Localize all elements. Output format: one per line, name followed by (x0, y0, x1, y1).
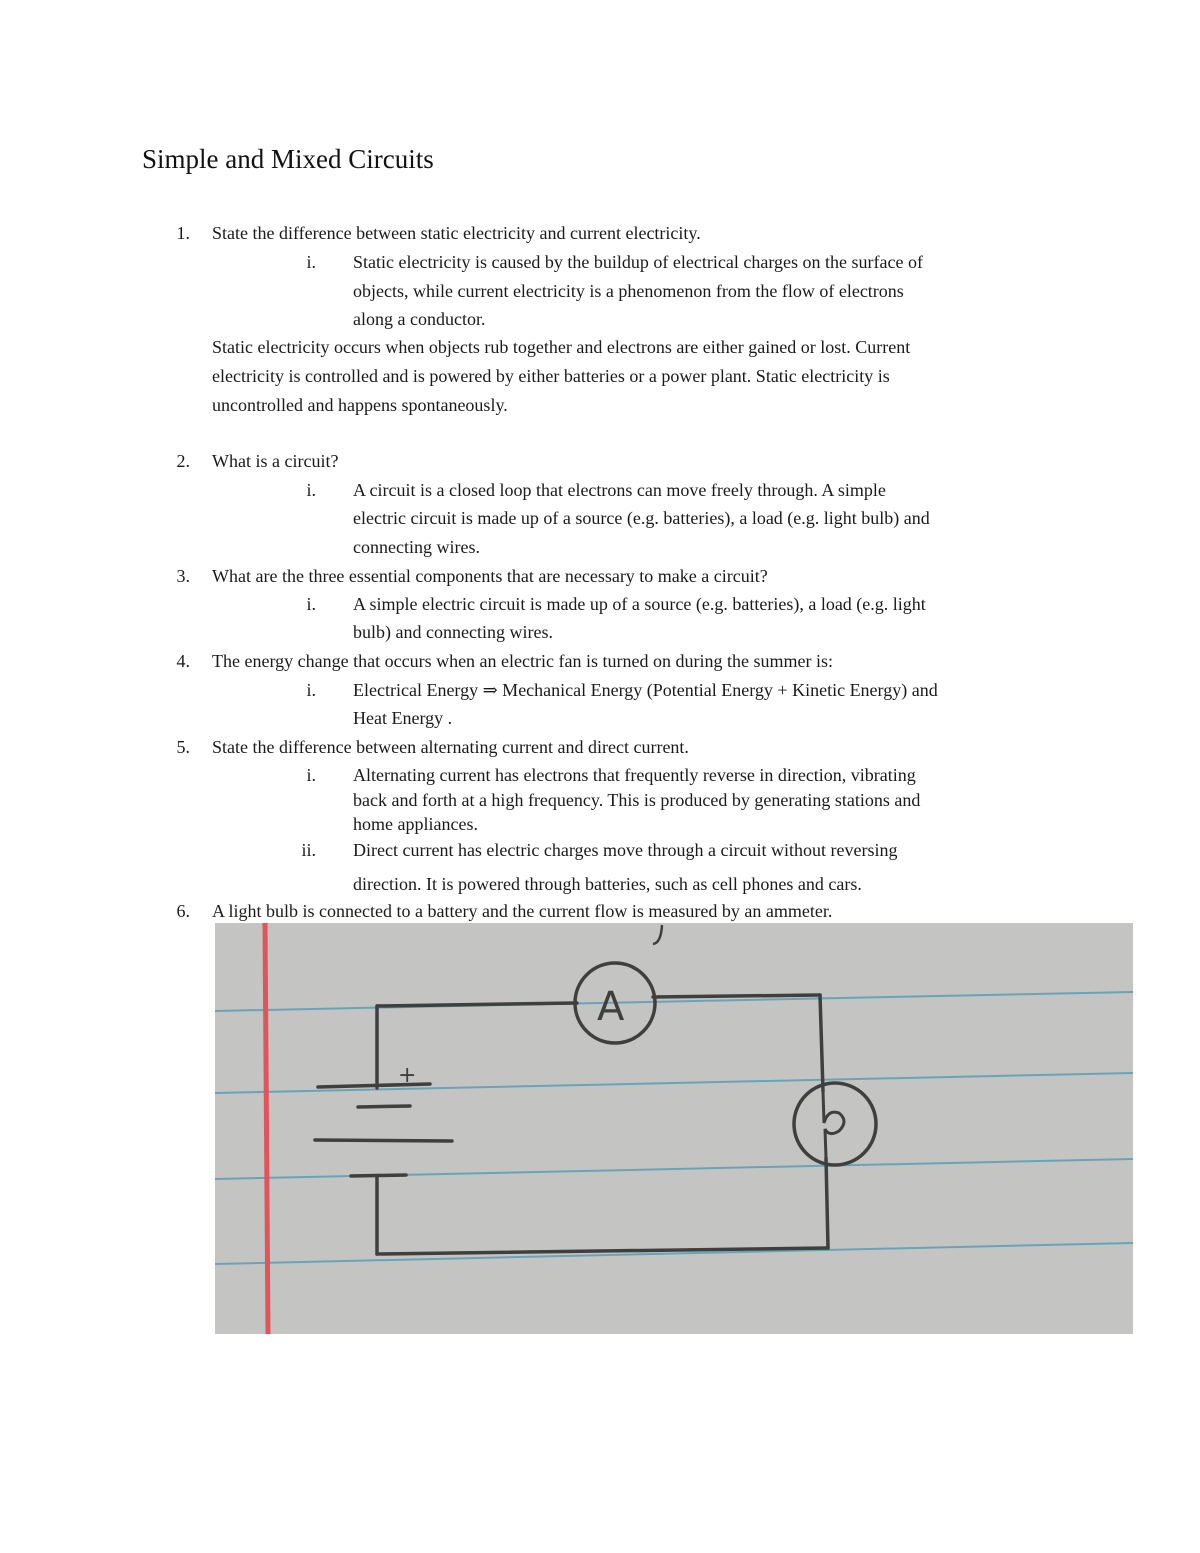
answer-roman-numeral: i. (306, 252, 316, 272)
question-text: State the difference between static electricity and current electricity. (212, 223, 701, 243)
answer-line: back and forth at a high frequency. This is produced by generating stations and (353, 790, 921, 810)
answer-line: electric circuit is made up of a source (e.g. batteries), a load (e.g. light bulb) and (353, 508, 930, 528)
note-line: Static electricity occurs when objects rub together and electrons are either gained or lost. Current (212, 337, 911, 357)
answer-roman-numeral: i. (306, 680, 316, 700)
paper-background (215, 923, 1133, 1334)
answer-line: Alternating current has electrons that frequently reverse in direction, vibrating (353, 765, 916, 785)
answer-roman-numeral: ii. (301, 840, 316, 860)
question-text: A light bulb is connected to a battery and the current flow is measured by an ammeter. (212, 901, 833, 921)
answer-line: A simple electric circuit is made up of a source (e.g. batteries), a load (e.g. light (353, 594, 926, 614)
question-text: What is a circuit? (212, 451, 339, 471)
battery-plate (351, 1175, 406, 1176)
question-number: 1. (176, 223, 190, 243)
note-line: electricity is controlled and is powered by either batteries or a power plant. Static electricity is (212, 366, 890, 386)
answer-line: Heat Energy . (353, 708, 453, 728)
question-text: The energy change that occurs when an electric fan is turned on during the summer is: (212, 651, 833, 671)
battery-plate (315, 1140, 452, 1141)
note-line: uncontrolled and happens spontaneously. (212, 395, 508, 415)
circuit-diagram-photo (215, 923, 1133, 1334)
answer-line: A circuit is a closed loop that electrons can move freely through. A simple (353, 480, 886, 500)
question-number: 4. (176, 651, 190, 671)
question-number: 3. (176, 566, 190, 586)
answer-line: connecting wires. (353, 537, 480, 557)
battery-plus-sign: + (398, 1063, 417, 1088)
page-title: Simple and Mixed Circuits (142, 144, 434, 174)
answer-roman-numeral: i. (306, 480, 316, 500)
margin-line (265, 923, 268, 1334)
battery-plate (358, 1106, 410, 1107)
answer-roman-numeral: i. (306, 594, 316, 614)
ammeter-label: A (597, 984, 625, 1030)
answer-line: objects, while current electricity is a phenomenon from the flow of electrons (353, 281, 904, 301)
question-text: State the difference between alternating current and direct current. (212, 737, 689, 757)
answer-line: Direct current has electric charges move through a circuit without reversing (353, 840, 898, 860)
question-number: 5. (176, 737, 190, 757)
wire-right-lower (826, 1158, 828, 1248)
question-number: 6. (176, 901, 190, 921)
answer-roman-numeral: i. (306, 765, 316, 785)
question-number: 2. (176, 451, 190, 471)
answer-line: bulb) and connecting wires. (353, 622, 553, 642)
answer-line: Electrical Energy ⇒ Mechanical Energy (Potential Energy + Kinetic Energy) and (353, 680, 938, 700)
answer-line: direction. It is powered through batteries, such as cell phones and cars. (353, 874, 862, 894)
answer-line: home appliances. (353, 814, 478, 834)
answer-line: along a conductor. (353, 309, 486, 329)
wire-top-right (653, 995, 820, 997)
answer-line: Static electricity is caused by the buildup of electrical charges on the surface of (353, 252, 923, 272)
question-text: What are the three essential components that are necessary to make a circuit? (212, 566, 768, 586)
